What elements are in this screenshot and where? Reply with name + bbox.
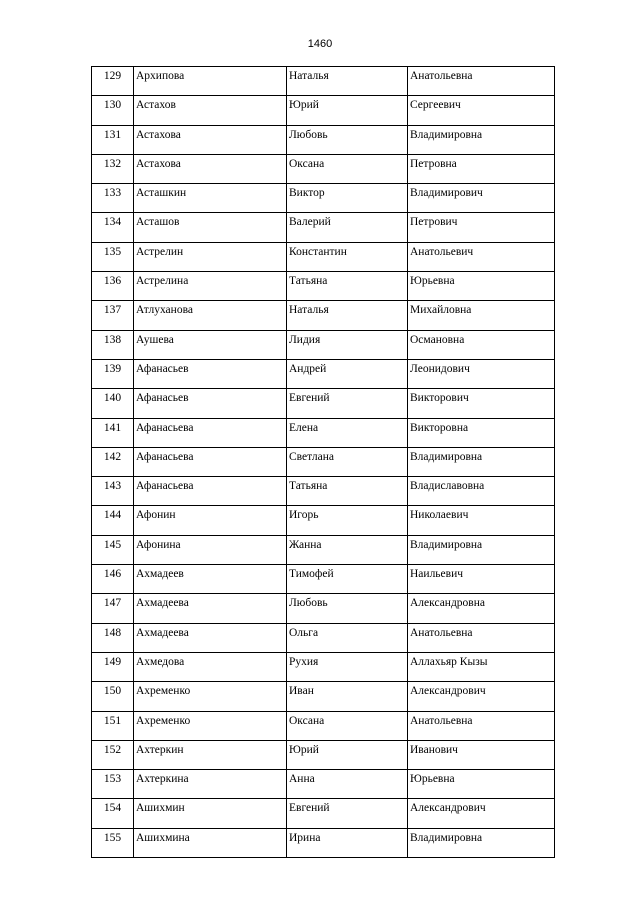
- row-number: 145: [92, 535, 134, 564]
- row-number: 154: [92, 799, 134, 828]
- table-row: [92, 711, 555, 740]
- patronymic-cell: Владимировна: [408, 535, 555, 564]
- first-name-cell: Елена: [287, 418, 408, 447]
- patronymic-cell: Наильевич: [408, 565, 555, 594]
- last-name-cell: Архипова: [134, 67, 287, 96]
- row-number: 153: [92, 770, 134, 799]
- page-number: 1460: [307, 38, 333, 50]
- patronymic-cell: Анатольевна: [408, 623, 555, 652]
- table-row: [92, 799, 555, 828]
- patronymic-cell: Владимировна: [408, 447, 555, 476]
- patronymic-cell: Викторович: [408, 389, 555, 418]
- last-name-cell: Афонина: [134, 535, 287, 564]
- patronymic-cell: Анатольевич: [408, 242, 555, 271]
- patronymic-cell: Петрович: [408, 213, 555, 242]
- patronymic-cell: Сергеевич: [408, 96, 555, 125]
- patronymic-cell: Юрьевна: [408, 770, 555, 799]
- last-name-cell: Ахтеркин: [134, 740, 287, 769]
- row-number: 129: [92, 67, 134, 96]
- last-name-cell: Афонин: [134, 506, 287, 535]
- row-number: 150: [92, 682, 134, 711]
- row-number: 155: [92, 828, 134, 857]
- last-name-cell: Астахов: [134, 96, 287, 125]
- table-row: [92, 535, 555, 564]
- first-name-cell: Юрий: [287, 740, 408, 769]
- row-number: 133: [92, 184, 134, 213]
- patronymic-cell: Владимировна: [408, 125, 555, 154]
- first-name-cell: Юрий: [287, 96, 408, 125]
- table-row: [92, 477, 555, 506]
- first-name-cell: Оксана: [287, 711, 408, 740]
- first-name-cell: Ирина: [287, 828, 408, 857]
- patronymic-cell: Александрович: [408, 799, 555, 828]
- row-number: 148: [92, 623, 134, 652]
- patronymic-cell: Иванович: [408, 740, 555, 769]
- last-name-cell: Афанасьева: [134, 418, 287, 447]
- last-name-cell: Ахременко: [134, 682, 287, 711]
- patronymic-cell: Александрович: [408, 682, 555, 711]
- table-row: [92, 184, 555, 213]
- table-row: [92, 418, 555, 447]
- row-number: 142: [92, 447, 134, 476]
- last-name-cell: Атлуханова: [134, 301, 287, 330]
- last-name-cell: Асташкин: [134, 184, 287, 213]
- patronymic-cell: Аллахьяр Кызы: [408, 652, 555, 681]
- row-number: 143: [92, 477, 134, 506]
- first-name-cell: Жанна: [287, 535, 408, 564]
- table-row: [92, 652, 555, 681]
- last-name-cell: Ахмадеева: [134, 594, 287, 623]
- row-number: 131: [92, 125, 134, 154]
- first-name-cell: Рухия: [287, 652, 408, 681]
- first-name-cell: Игорь: [287, 506, 408, 535]
- row-number: 141: [92, 418, 134, 447]
- last-name-cell: Ахмадеева: [134, 623, 287, 652]
- last-name-cell: Астахова: [134, 154, 287, 183]
- names-table-body: [92, 67, 555, 858]
- patronymic-cell: Владимирович: [408, 184, 555, 213]
- row-number: 151: [92, 711, 134, 740]
- last-name-cell: Астрелина: [134, 272, 287, 301]
- table-row: [92, 272, 555, 301]
- patronymic-cell: Анатольевна: [408, 711, 555, 740]
- table-row: [92, 770, 555, 799]
- row-number: 137: [92, 301, 134, 330]
- row-number: 140: [92, 389, 134, 418]
- first-name-cell: Оксана: [287, 154, 408, 183]
- first-name-cell: Иван: [287, 682, 408, 711]
- table-row: [92, 447, 555, 476]
- table-row: [92, 67, 555, 96]
- last-name-cell: Ахмадеев: [134, 565, 287, 594]
- table-row: [92, 330, 555, 359]
- first-name-cell: Любовь: [287, 125, 408, 154]
- table-row: [92, 125, 555, 154]
- row-number: 152: [92, 740, 134, 769]
- patronymic-cell: Михайловна: [408, 301, 555, 330]
- first-name-cell: Наталья: [287, 301, 408, 330]
- first-name-cell: Лидия: [287, 330, 408, 359]
- last-name-cell: Афанасьев: [134, 389, 287, 418]
- row-number: 132: [92, 154, 134, 183]
- first-name-cell: Светлана: [287, 447, 408, 476]
- patronymic-cell: Викторовна: [408, 418, 555, 447]
- patronymic-cell: Николаевич: [408, 506, 555, 535]
- patronymic-cell: Юрьевна: [408, 272, 555, 301]
- last-name-cell: Афанасьев: [134, 359, 287, 388]
- patronymic-cell: Анатольевна: [408, 67, 555, 96]
- first-name-cell: Татьяна: [287, 272, 408, 301]
- last-name-cell: Аушева: [134, 330, 287, 359]
- table-row: [92, 506, 555, 535]
- row-number: 138: [92, 330, 134, 359]
- last-name-cell: Ашихмин: [134, 799, 287, 828]
- table-row: [92, 740, 555, 769]
- last-name-cell: Афанасьева: [134, 477, 287, 506]
- table-row: [92, 389, 555, 418]
- last-name-cell: Ашихмина: [134, 828, 287, 857]
- patronymic-cell: Александровна: [408, 594, 555, 623]
- table-row: [92, 242, 555, 271]
- table-row: [92, 623, 555, 652]
- first-name-cell: Евгений: [287, 799, 408, 828]
- first-name-cell: Татьяна: [287, 477, 408, 506]
- patronymic-cell: Османовна: [408, 330, 555, 359]
- row-number: 139: [92, 359, 134, 388]
- table-row: [92, 594, 555, 623]
- row-number: 147: [92, 594, 134, 623]
- last-name-cell: Астахова: [134, 125, 287, 154]
- first-name-cell: Виктор: [287, 184, 408, 213]
- first-name-cell: Константин: [287, 242, 408, 271]
- last-name-cell: Ахтеркина: [134, 770, 287, 799]
- table-row: [92, 828, 555, 857]
- first-name-cell: Валерий: [287, 213, 408, 242]
- patronymic-cell: Петровна: [408, 154, 555, 183]
- first-name-cell: Андрей: [287, 359, 408, 388]
- table-row: [92, 154, 555, 183]
- last-name-cell: Ахременко: [134, 711, 287, 740]
- patronymic-cell: Владиславовна: [408, 477, 555, 506]
- table-row: [92, 301, 555, 330]
- first-name-cell: Любовь: [287, 594, 408, 623]
- patronymic-cell: Владимировна: [408, 828, 555, 857]
- row-number: 144: [92, 506, 134, 535]
- first-name-cell: Анна: [287, 770, 408, 799]
- last-name-cell: Асташов: [134, 213, 287, 242]
- table-row: [92, 682, 555, 711]
- last-name-cell: Астрелин: [134, 242, 287, 271]
- row-number: 130: [92, 96, 134, 125]
- table-row: [92, 359, 555, 388]
- first-name-cell: Евгений: [287, 389, 408, 418]
- row-number: 134: [92, 213, 134, 242]
- last-name-cell: Ахмедова: [134, 652, 287, 681]
- last-name-cell: Афанасьева: [134, 447, 287, 476]
- table-row: [92, 96, 555, 125]
- table-row: [92, 213, 555, 242]
- row-number: 135: [92, 242, 134, 271]
- row-number: 146: [92, 565, 134, 594]
- patronymic-cell: Леонидович: [408, 359, 555, 388]
- row-number: 136: [92, 272, 134, 301]
- row-number: 149: [92, 652, 134, 681]
- names-table: [91, 66, 555, 858]
- first-name-cell: Наталья: [287, 67, 408, 96]
- first-name-cell: Ольга: [287, 623, 408, 652]
- first-name-cell: Тимофей: [287, 565, 408, 594]
- table-row: [92, 565, 555, 594]
